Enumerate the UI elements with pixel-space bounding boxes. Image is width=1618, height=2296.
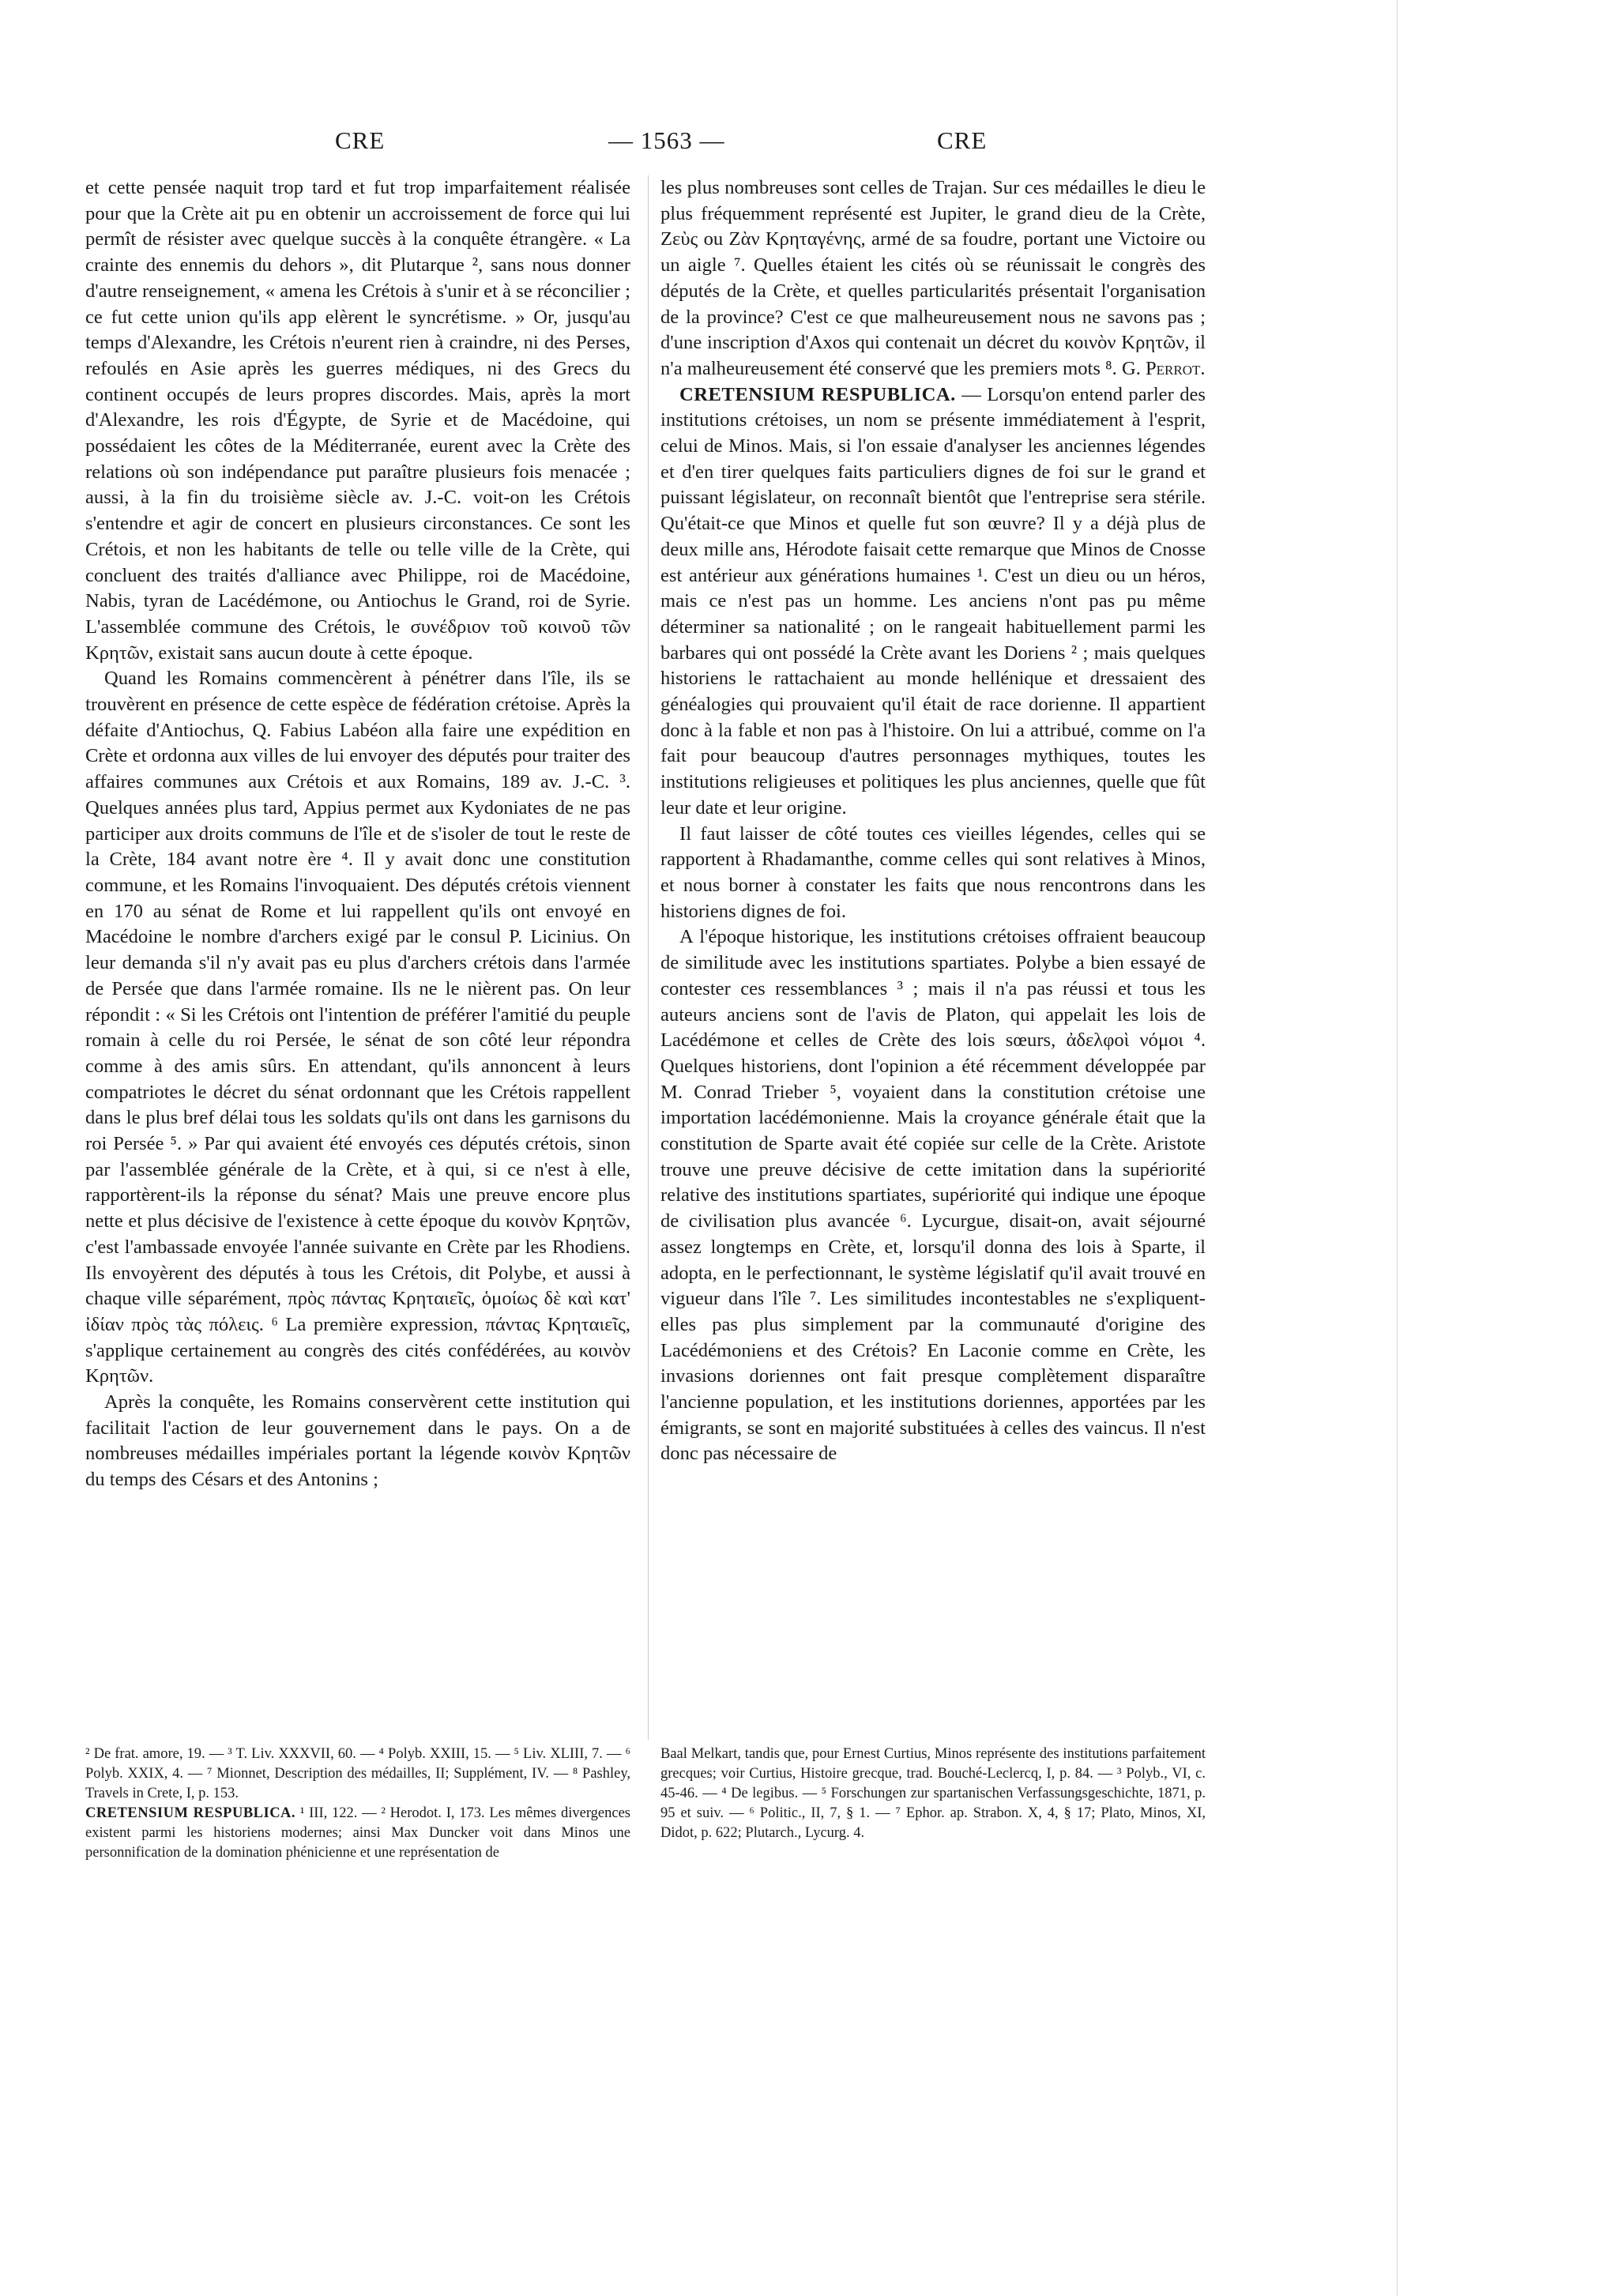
author-signature: G. Perrot. <box>1121 357 1206 379</box>
footnote-block-2 <box>85 1804 630 1863</box>
running-head-left: CRE <box>335 126 386 154</box>
left-paragraph-3: Après la conquête, les Romains conservèrent cette institution qui facilitait l'action de leur gouvernement dans le pays. On a de nombreuses médailles impériales portant la légende κοινὸν Κρητῶν du temps des Césars et des Antonins ; <box>85 1391 630 1491</box>
footnotes-right <box>660 1745 1206 1843</box>
column-divider <box>648 175 649 1740</box>
article-heading: CRETENSIUM RESPUBLICA. <box>679 383 956 405</box>
footnote-block-2-text: ¹ III, 122. — ² Herodot. I, 173. Les mêmes divergences existent parmi les historiens modernes; ainsi Max Duncker voit dans Minos une personnification de la domination phénicienne et une représentation de <box>85 1805 631 1861</box>
footnote-block-3: Baal Melkart, tandis que, pour Ernest Curtius, Minos représente des institutions parfaitement grecques; voir Curtius, Histoire grecque, trad. Bouché-Leclercq, I, p. 84. — ³ Polyb., VI, c. 45-46. — ⁴ De legibus. — ⁵ Forschungen zur spartanischen Verfassungsgeschichte, 1871, p. 95 et suiv. — ⁶ Politic., II, 7, § 1. — ⁷ Ephor. ap. Strabon. X, 4, § 17; Plato, Minos, XI, Didot, p. 622; Plutarch., Lycurg. 4. <box>660 1746 1206 1841</box>
right-paragraph-2 <box>660 382 1206 822</box>
footnote-heading: CRETENSIUM RESPUBLICA. <box>85 1805 296 1821</box>
footnote-block-1: ² De frat. amore, 19. — ³ T. Liv. XXXVII, 60. — ⁴ Polyb. XXIII, 15. — ⁵ Liv. XLIII, 7. — ⁶ Polyb. XXIX, 4. — ⁷ Mionnet, Description des médailles, II; Supplément, IV. — ⁸ Pashley, Travels in Crete, I, p. 153. <box>85 1746 630 1801</box>
left-paragraph-2: Quand les Romains commencèrent à pénétrer dans l'île, ils se trouvèrent en présence de cette espèce de fédération crétoise. Après la défaite d'Antiochus, Q. Fabius Labéon alla faire une expédition en Crète et ordonna aux villes de lui envoyer des députés pour traiter des affaires communes aux Crétois et aux Romains, 189 av. J.-C. ³. Quelques années plus tard, Appius permet aux Kydoniates de ne pas participer aux droits communs de l'île et de s'isoler de tout le reste de la Crète, 184 avant notre ère ⁴. Il y avait donc une constitution commune, et les Romains l'invoquaient. Des députés crétois viennent en 170 au sénat de Rome et lui rappellent qu'ils ont envoyé en Macédoine le nombre d'archers exigé par le consul P. Licinius. On leur demanda s'il n'y avait pas eu plus d'archers crétois dans l'armée de Persée que dans l'armée romaine. Ils ne le nièrent pas. On leur répondit : « Si les Crétois ont l'intention de préférer l'amitié du peuple romain à celle du roi Persée, le sénat de son côté leur répondra comme à des amis sûrs. En attendant, qu'ils annoncent à leurs compatriotes le décret du sénat ordonnant que les Crétois rappellent dans le plus bref délai tous les soldats qu'ils ont dans les garnisons du roi Persée ⁵. » Par qui avaient été envoyés ces députés crétois, sinon par l'assemblée générale de la Crète, et à qui, si ce n'est à elle, rapportèrent-ils la réponse du sénat? Mais une preuve encore plus nette et plus décisive de l'existence à cette époque du κοινὸν Κρητῶν, c'est l'ambassade envoyée l'année suivante en Crète par les Rhodiens. Ils envoyèrent des députés à tous les Crétois, dit Polybe, et aussi à chaque ville séparément, πρὸς πάντας Κρηταιεῖς, ὁμοίως δὲ καὶ κατ' ἰδίαν πρὸς τὰς πόλεις. ⁶ La première expression, πάντας Κρηταιεῖς, s'applique certainement au congrès des cités confédérées, au κοινὸν Κρητῶν. <box>85 668 630 1387</box>
page-number: — 1563 — <box>608 126 725 154</box>
right-paragraph-2-text: — Lorsqu'on entend parler des institutions crétoises, un nom se présente immédiatement à l'esprit, celui de Minos. Mais, si l'on essaie d'analyser les anciennes légendes et d'en tirer quelques faits particuliers dignes de foi sur le grand et puissant législateur, on reconnaît bientôt que l'entreprise sera stérile. Qu'était-ce que Minos et quelle fut son œuvre? Il y a déjà plus de deux mille ans, Hérodote faisait cette remarque que Minos de Cnosse est antérieur aux générations humaines ¹. C'est un dieu ou un héros, mais ce n'est pas un homme. Les anciens n'ont pas pu même déterminer sa nationalité ; on le rangeait habituellement parmi les barbares qui ont possédé la Crète avant les Doriens ² ; mais quelques historiens le rattachaient au monde hellénique et dressaient des généalogies qui prouvaient qu'il était de race dorienne. Il appartient donc à la fable et non pas à l'histoire. On lui a attribué, comme on l'a fait pour beaucoup d'autres personnages mythiques, toutes les institutions religieuses et politiques les plus anciennes, quelle que fût leur date et leur origine. <box>660 383 1206 819</box>
right-paragraph-1-text: les plus nombreuses sont celles de Trajan. Sur ces médailles le dieu le plus fréquemment représenté est Jupiter, le grand dieu de la Crète, Ζεὺς ou Ζὰν Κρηταγένης, armé de sa foudre, portant une Victoire ou un aigle ⁷. Quelles étaient les cités où se réunissait le congrès des députés de la Crète, et quelles particularités présentait l'organisation de la province? C'est ce que malheureusement nous ne savons pas ; d'une inscription d'Axos qui contenait un décret du κοινὸν Κρητῶν, il n'a malheureusement été conservé que les premiers mots ⁸. <box>660 177 1206 379</box>
left-paragraph-1: et cette pensée naquit trop tard et fut trop imparfaitement réalisée pour que la Crète ait pu en obtenir un accroissement de force qui lui permît de résister avec quelque succès à la conquête étrangère. « La crainte des ennemis du dehors », dit Plutarque ², sans nous donner d'autre renseignement, « amena les Crétois à s'unir et à se réconcilier ; ce fut cette union qu'ils app elèrent le syncrétisme. » Or, jusqu'au temps d'Alexandre, les Crétois n'eurent rien à craindre, ni des Perses, refoulés en Asie après les guerres médiques, ni des Grecs du continent occupés de leurs propres discordes. Mais, après la mort d'Alexandre, les rois d'Égypte, de Syrie et de Macédoine, qui possédaient les côtes de la Méditerranée, eurent avec la Crète des relations où son indépendance put paraître plusieurs fois menacée ; aussi, à la fin du troisième siècle av. J.-C. voit-on les Crétois s'entendre et agir de concert en plusieurs circonstances. Ce sont les Crétois, et non les habitants de telle ou telle ville de la Crète, qui concluent des traités d'alliance avec Philippe, roi de Macédoine, Nabis, tyran de Lacédémone, ou Antiochus le Grand, roi de Syrie. L'assemblée commune des Crétois, le συνέδριον τοῦ κοινοῦ τῶν Κρητῶν, existait sans aucun doute à cette époque. <box>85 177 630 664</box>
right-paragraph-3: Il faut laisser de côté toutes ces vieilles légendes, celles qui se rapportent à Rhadamanthe, comme celles qui sont relatives à Minos, et nous borner à constater les faits que nous rencontrons dans les historiens dignes de foi. <box>660 822 1206 922</box>
running-head-right: CRE <box>937 126 988 154</box>
right-paragraph-4: A l'époque historique, les institutions crétoises offraient beaucoup de similitude avec les institutions spartiates. Polybe a bien essayé de contester ces ressemblances ³ ; mais il n'a pas réussi et tous les auteurs anciens sont de l'avis de Platon, qui appelait les lois de Lacédémone et celles de Crète des lois sœurs, ἀδελφοὶ νόμοι ⁴. Quelques historiens, dont l'opinion a été récemment développée par M. Conrad Trieber ⁵, voyaient dans la constitution crétoise une importation lacédémonienne. Mais la croyance générale était que la constitution de Sparte avait été copiée sur celle de la Crète. Aristote trouve une preuve décisive de cette imitation dans la supériorité relative des institutions spartiates, supériorité qui indique une époque de civilisation plus avancée ⁶. Lycurgue, disait-on, avait séjourné assez longtemps en Crète, et, lorsqu'il donna des lois à Sparte, il adopta, en le perfectionnant, le système législatif qu'il avait trouvé en vigueur dans l'île ⁷. Les similitudes incontestables ne s'expliquent-elles pas plus simplement par la communauté d'origine des Lacédémoniens et des Crétois? En Laconie comme en Crète, les invasions doriennes ont fait presque complètement disparaître l'ancienne population, et les institutions doriennes, apportées par les émigrants, se sont en majorité substituées à celles des vaincus. Il n'est donc pas nécessaire de <box>660 926 1206 1465</box>
footnotes-left <box>85 1745 630 1863</box>
right-column <box>660 175 1206 1467</box>
left-column <box>85 175 630 1493</box>
right-paragraph-1 <box>660 175 1206 382</box>
page-edge-line <box>1397 0 1398 2296</box>
